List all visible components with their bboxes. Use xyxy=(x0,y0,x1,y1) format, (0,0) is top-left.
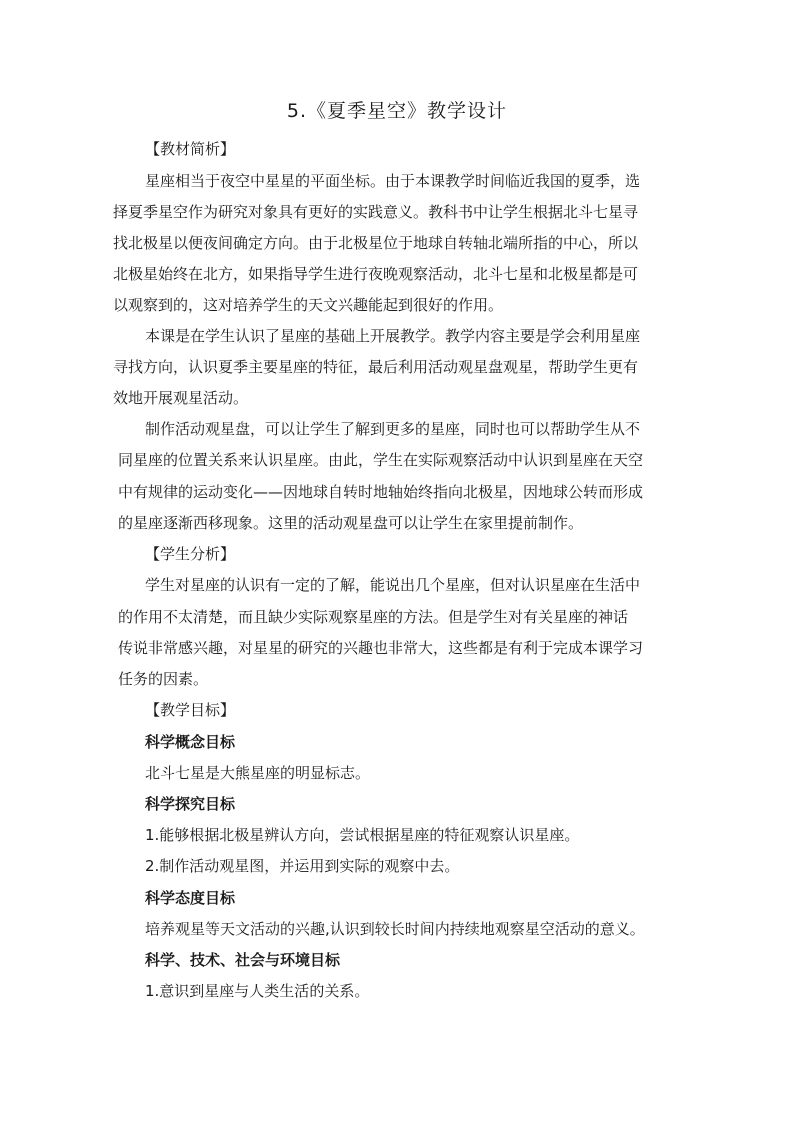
paragraph-line: 星座相当于夜空中星星的平面坐标。由于本课教学时间临近我国的夏季，选 xyxy=(145,172,641,190)
paragraph-line: 以观察到的，这对培养学生的天文兴趣能起到很好的作用。 xyxy=(113,296,504,314)
paragraph-line: 择夏季星空作为研究对象具有更好的实践意义。教科书中让学生根据北斗七星寻 xyxy=(113,203,639,221)
section-heading-students: 【学生分析】 xyxy=(145,545,236,563)
goal-title-concept: 科学概念目标 xyxy=(145,733,236,751)
paragraph-line: 制作活动观星盘，可以让学生了解到更多的星座，同时也可以帮助学生从不 xyxy=(145,420,641,438)
section-heading-goals: 【教学目标】 xyxy=(145,701,236,719)
paragraph-line: 找北极星以便夜间确定方向。由于北极星位于地球自转轴北端所指的中心，所以 xyxy=(113,234,639,252)
paragraph-line: 中有规律的运动变化——因地球自转时地轴始终指向北极星，因地球公转而形成 xyxy=(118,483,644,501)
goal-item-sts: 1.意识到星座与人类生活的关系。 xyxy=(145,982,370,1000)
goal-title-attitude: 科学态度目标 xyxy=(145,889,236,907)
page-title: 5.《夏季星空》教学设计 xyxy=(286,100,508,122)
paragraph-line: 同星座的位置关系来认识星座。由此，学生在实际观察活动中认识到星座在天空 xyxy=(118,451,644,469)
paragraph-line: 任务的因素。 xyxy=(118,670,209,688)
goal-item-inquiry: 1.能够根据北极星辨认方向，尝试根据星座的特征观察认识星座。 xyxy=(145,826,580,844)
paragraph-line: 本课是在学生认识了星座的基础上开展教学。教学内容主要是学会利用星座 xyxy=(145,327,641,345)
paragraph-line: 的作用不太清楚，而且缺少实际观察星座的方法。但是学生对有关星座的神话 xyxy=(118,608,629,626)
goal-title-sts: 科学、技术、社会与环境目标 xyxy=(145,951,341,969)
goal-text-concept: 北斗七星是大熊星座的明显标志。 xyxy=(145,764,371,782)
paragraph-line: 学生对星座的认识有一定的了解，能说出几个星座，但对认识星座在生活中 xyxy=(145,576,641,594)
goal-title-inquiry: 科学探究目标 xyxy=(145,795,236,813)
section-heading-analysis: 【教材简析】 xyxy=(145,140,236,158)
paragraph-line: 的星座逐渐西移现象。这里的活动观星盘可以让学生在家里提前制作。 xyxy=(118,514,584,532)
paragraph-line: 效地开展观星活动。 xyxy=(113,389,249,407)
goal-text-attitude: 培养观星等天文活动的兴趣,认识到较长时间内持续地观察星空活动的意义。 xyxy=(145,920,645,938)
paragraph-line: 北极星始终在北方，如果指导学生进行夜晚观察活动，北斗七星和北极星都是可 xyxy=(113,265,639,283)
paragraph-line: 寻找方向，认识夏季主要星座的特征，最后利用活动观星盘观星，帮助学生更有 xyxy=(113,358,639,376)
paragraph-line: 传说非常感兴趣，对星星的研究的兴趣也非常大，这些都是有利于完成本课学习 xyxy=(118,639,644,657)
goal-item-inquiry: 2.制作活动观星图，并运用到实际的观察中去。 xyxy=(145,857,460,875)
